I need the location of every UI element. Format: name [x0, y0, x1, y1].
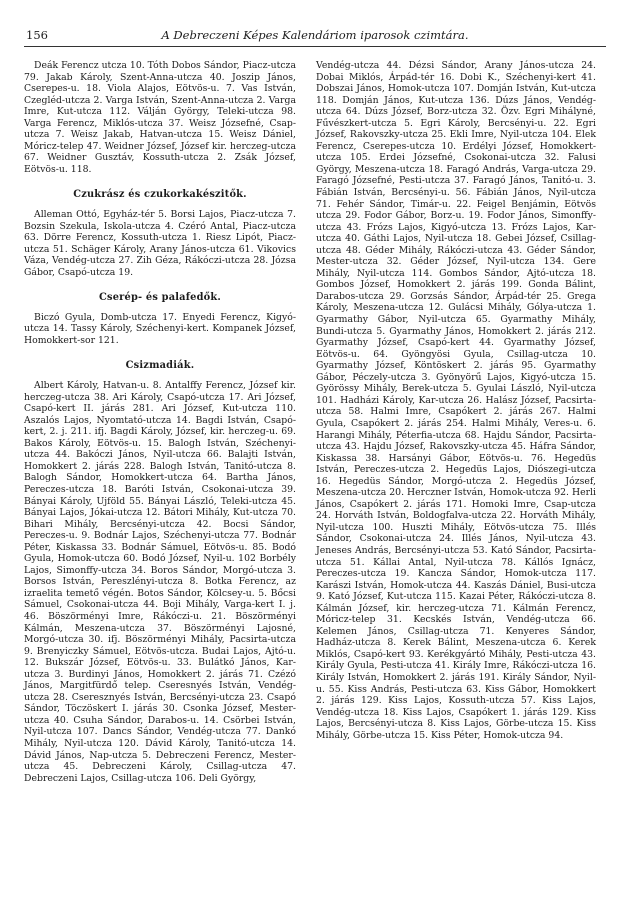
- left-column: [24, 60, 296, 784]
- running-title: A Debreczeni Képes Kalendáriom iparosok czimtára.: [161, 28, 469, 42]
- section-heading-cserep: Cserép- és palafedők.: [99, 292, 221, 304]
- page-header: [20, 28, 610, 46]
- left-column-intro: Deák Ferencz utcza 10. Tóth Dobos Sándor, Piacz-utcza 79. Jakab Károly, Szent-Anna-utcza 40. Joszip János, Cserepes-u. 18. Viola Alajos, Eötvös-u. 7. Vas István, Czegléd-utcza 2. Varga István, Szent-Anna-utcza 2. Varga Imre, Kut-utcza 112. Válján György, Teleki-utcza 98. Varga Ferencz, Miklós-utcza 37. Weisz Józsefné, Csap-utcza 7. Weisz Jakab, Hatvan-utcza 15. Weisz Dániel, Móricz-telep 47. Weidner József, József kir. herczeg-utcza 67. Weidner Gusztáv, Kossuth-utcza 2. Zsák József, Eötvös-u. 118.: [24, 60, 296, 175]
- section-text-cserep: Biczó Gyula, Domb-utcza 17. Enyedi Ferencz, Kigyó-utcza 14. Tassy Károly, Széchenyi-kert. Kompanek József, Homokkert-sor 121.: [24, 311, 296, 346]
- section-text-czukrasz: Alleman Ottó, Egyház-tér 5. Borsi Lajos, Piacz-utcza 7. Bozsin Szekula, Iskola-utcza 4. Czéró Antal, Piacz-utcza 63. Dörre Ferencz, Kossuth-utcza 1. Riesz Lipót, Piacz-utcza 51. Schäger Károly, Arany János-utcza 61. Vikovics Váza, Vendég-utcza 27. Zih Géza, Rákóczi-utcza 28. Józsa Gábor, Csapó-utcza 19.: [24, 209, 296, 278]
- section-heading-csizmadiak: Csizmadiák.: [125, 360, 195, 372]
- page-number: 156: [26, 28, 48, 42]
- header-rule: [24, 46, 606, 47]
- right-column: [316, 60, 596, 741]
- section-text-csizmadiak: Albert Károly, Hatvan-u. 8. Antalffy Ferencz, József kir. herczeg-utcza 38. Ari Károly, Csapó-utcza 17. Ari József, Csapó-kert II. járás 281. Ari József, Kut-utcza 110. Aszalós Lajos, Nyomtató-utcza 14. Bagdi István, Csapó-kert, 2. j. 211. ifj. Bagdi Károly, József, kir. herczeg-u. 69. Bakos Károly, Eötvös-u. 15. Balogh István, Széchenyi-utcza 44. Bakóczi János, Nyil-utcza 66. Balajti István, Homokkert 2. járás 228. Balogh István, Tanitó-utcza 8. Balogh Sándor, Homokkert-utcza 64. Bartha János, Pereczes-utcza 18. Baróti István, Csokonai-utcza 39. Bányai Károly, Ujföld 55. Bányai László, Teleki-utcza 45. Bányai Lajos, Jókai-utcza 12. Bátori Mihály, Kut-utcza 70. Bihari Mihály, Bercsényi-utcza 42. Bocsi Sándor, Pereczes-u. 9. Bodnár Lajos, Széchenyi-utcza 77. Bodnár Péter, Kiskassa 33. Bodnár Sámuel, Eötvös-u. 85. Bodó Gyula, Homok-utcza 60. Bodó József, Nyil-u. 102 Borbély Lajos, Simonffy-utcza 34. Boros Sándor, Morgó-utcza 3. Borsos István, Pereszlényi-utcza 8. Botka Ferencz, az izraelita temető végén. Botos Sándor, Kölcsey-u. 5. Bőcsi Sámuel, Csokonai-utcza 44. Boji Mihály, Varga-kert I. j. 46. Böszörményi Imre, Rákóczi-u. 21. Böszörményi Kálmán, Meszena-utcza 37. Böszörményi Lajosné, Morgó-utcza 30. ifj. Böszörményi Mihály, Pacsirta-utcza 9. Brenyiczky Sámuel, Eötvös-utcza. Budai Lajos, Ajtó-u. 12. Bukszár József, Eötvös-u. 33. Bulátkó János, Kar-utcza 3. Burdinyi János, Homokkert 2. járás 71. Czézó János, Margitfürdő telep. Cseresnyés István, Vendég-utcza 28. Cseresznyés István, Bercsényi-utcza 23. Csapó Sándor, Töczöskert I. járás 30. Csonka József, Mester-utcza 40. Csuha Sándor, Darabos-u. 14. Csörbei István, Nyil-utcza 107. Dancs Sándor, Vendég-utcza 77. Dankó Mihály, Nyil-utcza 120. Dávid Károly, Tanitó-utcza 14. Dávid János, Nap-utcza 5. Debreczeni Ferencz, Mester-utcza 45. Debreczeni Károly, Csillag-utcza 47. Debreczeni Lajos, Csillag-utcza 106. Deli György,: [24, 380, 296, 784]
- section-heading-czukrasz: Czukrász és czukorkakészitők.: [73, 189, 247, 201]
- right-column-text: Vendég-utcza 44. Dézsi Sándor, Arany János-utcza 24. Dobai Miklós, Árpád-tér 16. Dobi K., Széchenyi-kert 41. Dobszai János, Homok-utcza 107. Domján István, Kut-utcza 118. Domján János, Kut-utcza 136. Dúzs János, Vendég-utcza 64. Dúzs József, Borz-utcza 32. Özv. Egri Mihályné, Fűvészkert-utcza 5. Egri Károly, Bercsényi-u. 22. Egri József, Rakovszky-utcza 25. Ekli Imre, Nyil-utcza 104. Elek Ferencz, Cserepes-utcza 10. Erdélyi József, Homokkert-utcza 105. Erdei Józsefné, Csokonai-utcza 32. Falusi György, Meszena-utcza 18. Faragó András, Varga-utcza 29. Faragó Józsefné, Pesti-utcza 37. Faragó János, Tanitó-u. 3. Fábián István, Bercsényi-u. 56. Fábián János, Nyil-utcza 71. Fehér Sándor, Timár-u. 22. Feigel Benjámin, Eötvös utcza 29. Fodor Gábor, Borz-u. 19. Fodor János, Simonffy-utcza 43. Frózs Lajos, Kigyó-utcza 13. Frózs Lajos, Kar-utcza 40. Gáthi Lajos, Nyil-utcza 18. Gebei József, Csillag-utcza 48. Géder Mihály, Rákóczi-utcza 43. Géder Sándor, Mester-utcza 32. Géder József, Nyil-utcza 134. Gere Mihály, Nyil-utcza 114. Gombos Sándor, Ajtó-utcza 18. Gombos József, Homokkert 2. járás 199. Gonda Bálint, Darabos-utcza 29. Gorzsás Sándor, Árpád-tér 25. Grega Károly, Meszena-utcza 12. Gulácsi Mihály, Gólya-utcza 1. Gyarmathy Gábor, Nyil-utcza 65. Gyarmathy Mihály, Bundi-utcza 5. Gyarmathy János, Homokkert 2. járás 212. Gyarmathy József, Csapó-kert 44. Gyarmathy József, Eötvös-u. 64. Gyöngyösi Gyula, Csillag-utcza 10. Gyarmathy József, Köntöskert 2. járás 95. Gyarmathy Gábor, Péczely-utcza 3. Gyönyörű Lajos, Kigyó-utcza 15. Györössy Mihály, Berek-utcza 5. Gyulai László, Nyil-utcza 101. Hadházi Károly, Kar-utcza 26. Halász József, Pacsirta-utcza 58. Halmi Imre, Csapókert 2. járás 267. Halmi Gyula, Csapókert 2. járás 254. Halmi Mihály, Veres-u. 6. Harangi Mihály, Péterfia-utcza 68. Hajdu Sándor, Pacsirta-utcza 43. Hajdu József, Rakovszky-utcza 45. Háfra Sándor, Kiskassa 38. Harsányi Gábor, Eötvös-u. 76. Hegedüs István, Pereczes-utcza 2. Hegedüs Lajos, Diószegi-utcza 16. Hegedüs Sándor, Morgó-utcza 2. Hegedüs József, Meszena-utcza 20. Herczner István, Homok-utcza 92. Herli János, Csapókert 2. járás 171. Homoki Imre, Csap-utcza 24. Horváth István, Boldogfalva-utcza 22. Horváth Mihály, Nyil-utcza 100. Huszti Mihály, Eötvös-utcza 75. Illés Sándor, Csokonai-utcza 24. Illés János, Nyil-utcza 43. Jeneses András, Bercsényi-utcza 53. Kató Sándor, Pacsirta-utcza 51. Kállai Antal, Nyil-utcza 78. Kállós Ignácz, Pereczes-utcza 19. Kancza Sándor, Homok-utcza 117. Karászi István, Homok-utcza 44. Kaszás Dániel, Busi-utcza 9. Kató József, Kut-utcza 115. Kazai Péter, Rákóczi-utcza 8. Kálmán József, kir. herczeg-utcza 71. Kálmán Ferencz, Móricz-telep 31. Kecskés István, Vendég-utcza 66. Kelemen János, Csillag-utcza 71. Kenyeres Sándor, Hadház-utcza 8. Kerek Bálint, Meszena-utcza 6. Kerek Miklós, Csapó-kert 93. Kerékgyártó Mihály, Pesti-utcza 43. Király Gyula, Pesti-utcza 41. Király Imre, Rákóczi-utcza 16. Király István, Homokkert 2. járás 191. Király Sándor, Nyil-u. 55. Kiss András, Pesti-utcza 63. Kiss Gábor, Homokkert 2. járás 129. Kiss Lajos, Kossuth-utcza 57. Kiss Lajos, Vendég-utcza 18. Kiss Lajos, Csapókert 1. járás 129. Kiss Lajos, Bercsényi-utcza 8. Kiss Lajos, Görbe-utcza 15. Kiss Mihály, Görbe-utcza 15. Kiss Péter, Homok-utcza 94.: [316, 60, 596, 741]
